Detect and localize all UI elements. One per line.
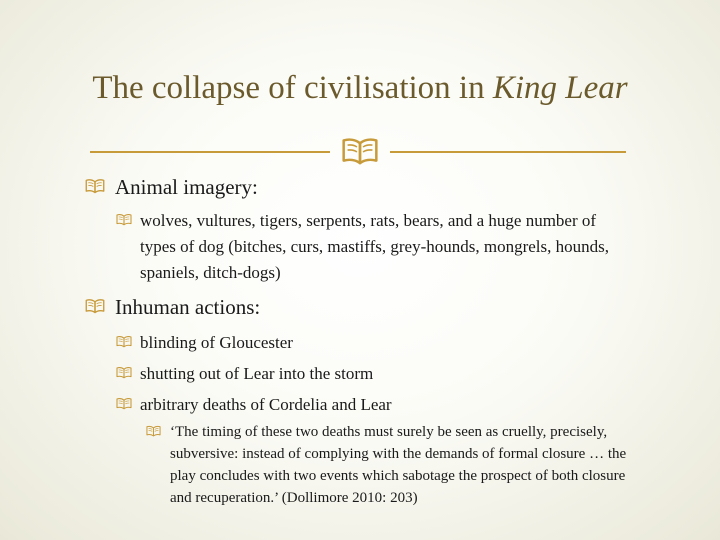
quote-text: ‘The timing of these two deaths must surely be seen as cruelly, precisely, subversive: instead of complying with the demands of formal closure … the play concludes with two events which sabotage the prospect of both closure and recuperation.’ (Dollimore 2010: 203) xyxy=(170,424,627,506)
book-icon xyxy=(85,298,105,314)
bullet-inhuman-actions xyxy=(85,294,260,320)
title-divider-right xyxy=(390,151,626,153)
bullet-text: shutting out of Lear into the storm xyxy=(140,364,374,383)
bullet-deaths xyxy=(116,392,392,418)
bullet-storm xyxy=(116,361,373,387)
book-icon xyxy=(116,335,132,348)
book-icon xyxy=(116,397,132,410)
bullet-animal-list xyxy=(116,208,636,286)
slide-title xyxy=(0,66,720,110)
bullet-text: blinding of Gloucester xyxy=(140,333,293,352)
bullet-animal-imagery xyxy=(85,174,258,200)
book-icon xyxy=(335,137,385,165)
bullet-text: arbitrary deaths of Cordelia and Lear xyxy=(140,395,392,414)
bullet-dollimore-quote xyxy=(146,421,632,509)
book-icon xyxy=(116,366,132,379)
book-icon xyxy=(85,178,105,194)
title-play-name: King Lear xyxy=(492,70,628,106)
book-icon xyxy=(146,425,161,437)
title-divider-left xyxy=(90,151,330,153)
title-text: The collapse of civilisation in xyxy=(92,70,493,106)
bullet-blinding xyxy=(116,330,293,356)
book-icon xyxy=(116,213,132,226)
bullet-text: wolves, vultures, tigers, serpents, rats, bears, and a huge number of types of dog (bitches, curs, mastiffs, grey-hounds, mongrels, hounds, spaniels, ditch-dogs) xyxy=(140,211,610,282)
bullet-text: Animal imagery: xyxy=(115,175,258,199)
bullet-text: Inhuman actions: xyxy=(115,295,261,319)
